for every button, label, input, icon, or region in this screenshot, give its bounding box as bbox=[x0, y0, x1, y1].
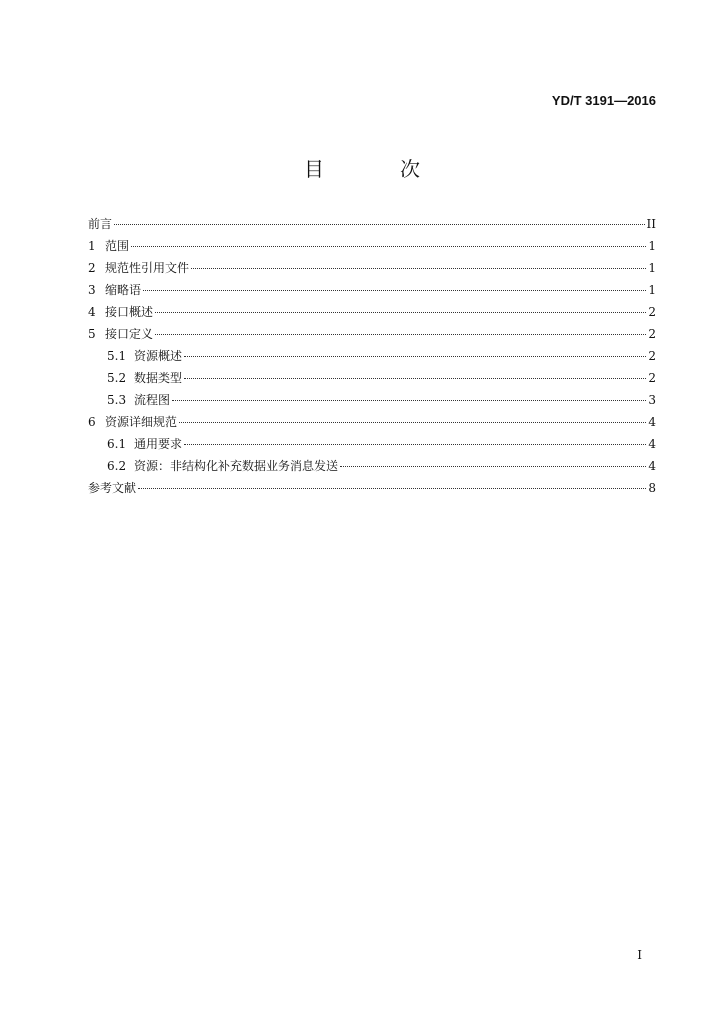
toc-entry-page: 4 bbox=[648, 415, 656, 429]
toc-entry-label: 规范性引用文件 bbox=[105, 261, 190, 275]
dot-leader bbox=[143, 290, 646, 291]
toc-entry-label: 接口概述 bbox=[105, 305, 154, 319]
toc-entry-6[interactable] bbox=[88, 411, 656, 433]
toc-entry-label: 范围 bbox=[105, 239, 130, 253]
toc-entry-5-1[interactable] bbox=[88, 345, 656, 367]
toc-entry-label: 流程图 bbox=[134, 393, 171, 407]
toc-entry-3[interactable] bbox=[88, 279, 656, 301]
toc-entry-references[interactable] bbox=[88, 477, 656, 499]
toc-entry-number: 4 bbox=[88, 305, 96, 319]
toc-entry-label: 通用要求 bbox=[134, 437, 183, 451]
toc-entry-number: 6 bbox=[88, 415, 96, 429]
dot-leader bbox=[184, 378, 646, 379]
toc-entry-label: 资源概述 bbox=[134, 349, 183, 363]
toc-entry-number: 5 bbox=[88, 327, 96, 341]
toc-entry-foreword[interactable] bbox=[88, 213, 656, 235]
toc-entry-number: 2 bbox=[88, 261, 96, 275]
toc-entry-page: 3 bbox=[648, 393, 656, 407]
toc-entry-5-2[interactable] bbox=[88, 367, 656, 389]
toc-entry-label: 前言 bbox=[88, 217, 113, 231]
dot-leader bbox=[131, 246, 646, 247]
toc-entry-page: 2 bbox=[648, 349, 656, 363]
toc-entry-number: 5.1 bbox=[107, 349, 127, 363]
toc-entry-label: 资源：非结构化补充数据业务消息发送 bbox=[134, 459, 339, 473]
toc-entry-page: 1 bbox=[648, 261, 656, 275]
toc-entry-page: 4 bbox=[648, 437, 656, 451]
toc-entry-number: 1 bbox=[88, 239, 96, 253]
toc-entry-label: 参考文献 bbox=[88, 481, 137, 495]
table-of-contents bbox=[88, 213, 656, 499]
dot-leader bbox=[114, 224, 645, 225]
toc-entry-5[interactable] bbox=[88, 323, 656, 345]
dot-leader bbox=[340, 466, 646, 467]
toc-entry-number: 6.1 bbox=[107, 437, 127, 451]
toc-entry-number: 3 bbox=[88, 283, 96, 297]
dot-leader bbox=[179, 422, 646, 423]
toc-entry-label: 数据类型 bbox=[134, 371, 183, 385]
page-number: I bbox=[637, 948, 642, 962]
toc-entry-4[interactable] bbox=[88, 301, 656, 323]
toc-entry-label: 资源详细规范 bbox=[105, 415, 178, 429]
dot-leader bbox=[184, 444, 646, 445]
toc-entry-page: 8 bbox=[648, 481, 656, 495]
toc-entry-label: 缩略语 bbox=[105, 283, 142, 297]
toc-entry-5-3[interactable] bbox=[88, 389, 656, 411]
dot-leader bbox=[138, 488, 646, 489]
toc-entry-6-2[interactable] bbox=[88, 455, 656, 477]
dot-leader bbox=[155, 312, 646, 313]
dot-leader bbox=[155, 334, 646, 335]
toc-entry-label: 接口定义 bbox=[105, 327, 154, 341]
toc-entry-number: 5.3 bbox=[107, 393, 127, 407]
toc-entry-page: 4 bbox=[648, 459, 656, 473]
toc-entry-1[interactable] bbox=[88, 235, 656, 257]
toc-entry-6-1[interactable] bbox=[88, 433, 656, 455]
toc-entry-page: II bbox=[646, 217, 656, 231]
toc-entry-page: 1 bbox=[648, 239, 656, 253]
toc-entry-page: 2 bbox=[648, 371, 656, 385]
document-code: YD/T 3191—2016 bbox=[551, 93, 656, 108]
toc-entry-page: 2 bbox=[648, 327, 656, 341]
toc-entry-page: 1 bbox=[648, 283, 656, 297]
dot-leader bbox=[184, 356, 646, 357]
toc-entry-page: 2 bbox=[648, 305, 656, 319]
dot-leader bbox=[172, 400, 646, 401]
toc-entry-number: 6.2 bbox=[107, 459, 127, 473]
dot-leader bbox=[191, 268, 646, 269]
toc-entry-2[interactable] bbox=[88, 257, 656, 279]
toc-title: 目 次 bbox=[304, 157, 448, 181]
toc-entry-number: 5.2 bbox=[107, 371, 127, 385]
